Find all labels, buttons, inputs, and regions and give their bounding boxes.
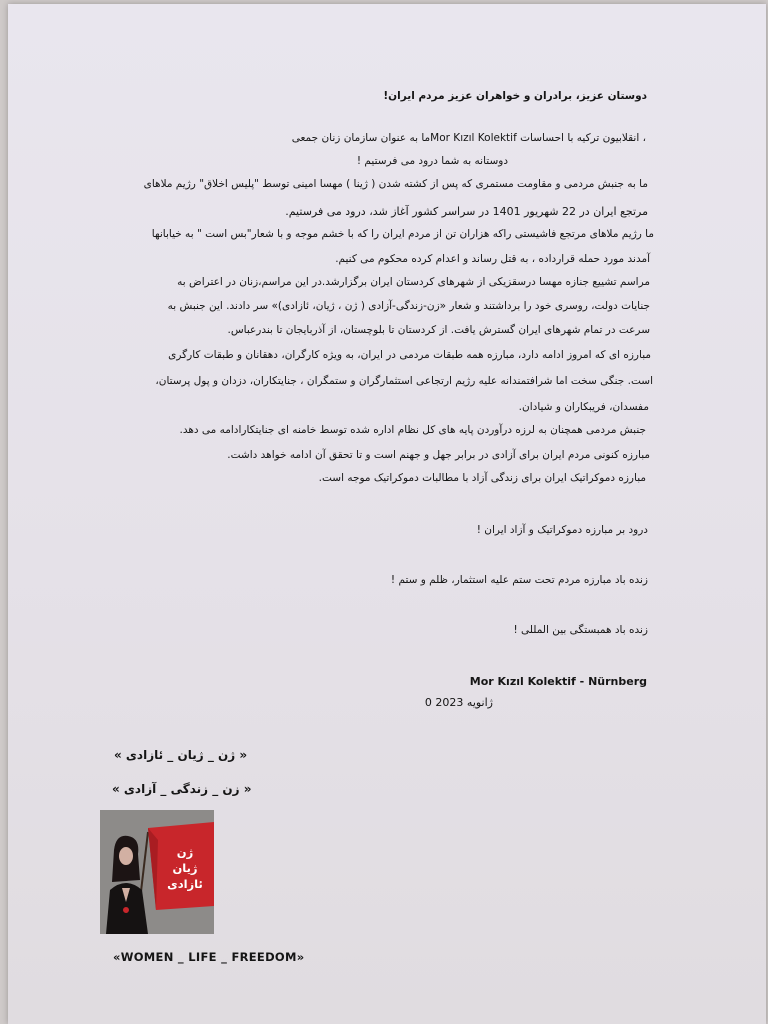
body-line: مبارزه دموکراتیک ایران برای زندگی آزاد با مطالبات دموکراتیک موجه است.: [318, 472, 646, 484]
salute-line: درود بر مبارزه دموکراتیک و آزاد ایران !: [476, 524, 648, 536]
body-line: جنبش مردمی همچنان به لرزه درآوردن پایه های کل نظام اداره شده توسط خامنه ای جنایتکارادامه می دهد.: [179, 424, 646, 436]
body-line: مراسم تشییع جنازه مهسا درسقزیکی از شهرهای کردستان ایران برگزارشد.در این مراسم،زنان در اعتراض به: [177, 276, 650, 288]
body-line: ما به جنبش مردمی و مقاومت مستمری که پس از کشته شدن ( ژینا ) مهسا امینی توسط "پلیس اخلاق" رژیم ملاهای: [143, 178, 648, 190]
body-line: جنایات دولت، روسری خود را برداشتند و شعار «زن-زندگی-آزادی ( ژن ، ژیان، ئازادی)» سر دادند. این جنبش به: [167, 300, 650, 312]
letter-date: 0 ژانویه 2023: [424, 696, 493, 709]
body-line: مبارزه ای که امروز ادامه دارد، مبارزه همه طبقات مردمی در ایران، به ویژه کارگران، دهقانان و طبقات کارگری: [168, 349, 651, 361]
salute-line: زنده باد همبستگی بین المللی !: [513, 624, 648, 636]
poster-text-line: ژن: [176, 845, 194, 859]
slogan-persian: « زن _ زندگی _ آزادی »: [112, 782, 252, 796]
slogan-kurdish: « ژن _ ژیان _ ئازادی »: [114, 748, 248, 762]
signature: Mor Kızıl Kolektif - Nürnberg: [469, 675, 647, 688]
poster-image: [100, 810, 214, 934]
body-line: مرتجع ایران در 22 شهریور 1401 در سراسر کشور آغاز شد، درود می فرستیم.: [285, 205, 648, 218]
poster-text-line: ژیان: [172, 861, 198, 875]
body-line: است. جنگی سخت اما شرافتمندانه علیه رژیم ارتجاعی استثمارگران و ستمگران ، جنایتکاران، دزدان و پول پرستان،: [155, 375, 653, 387]
greeting-line: دوستان عزیز، برادران و خواهران عزیز مردم ایران!: [383, 90, 647, 102]
body-line: مفسدان، فریبکاران و شیادان.: [518, 401, 649, 413]
body-line: مبارزه کنونی مردم ایران برای آزادی در برابر جهل و جهنم است و تا تحقق آن ادامه خواهد داشت.: [227, 449, 650, 461]
salute-line: زنده باد مبارزه مردم تحت ستم علیه استثمار، ظلم و ستم !: [390, 574, 648, 586]
body-line: دوستانه به شما درود می فرستیم !: [356, 155, 508, 167]
body-line: ، انقلابیون ترکیه با احساسات Mor Kızıl Kolektifما به عنوان سازمان زنان جمعی: [291, 132, 646, 144]
poster-text-line: ئازادی: [167, 877, 203, 891]
body-line: سرعت در تمام شهرهای ایران گسترش یافت. از کردستان تا بلوچستان، از آذربایجان تا بندرعباس.: [227, 324, 650, 336]
slogan-english: «WOMEN _ LIFE _ FREEDOM»: [113, 950, 305, 964]
body-line: ما رژیم ملاهای مرتجع فاشیستی راکه هزاران تن از مردم ایران را که با خشم موجه و با شعار"بس است " به خیابانها: [151, 228, 654, 240]
body-line: آمدند مورد حمله قرارداده ، به قتل رساند و اعدام کرده محکوم می کنیم.: [335, 253, 650, 265]
